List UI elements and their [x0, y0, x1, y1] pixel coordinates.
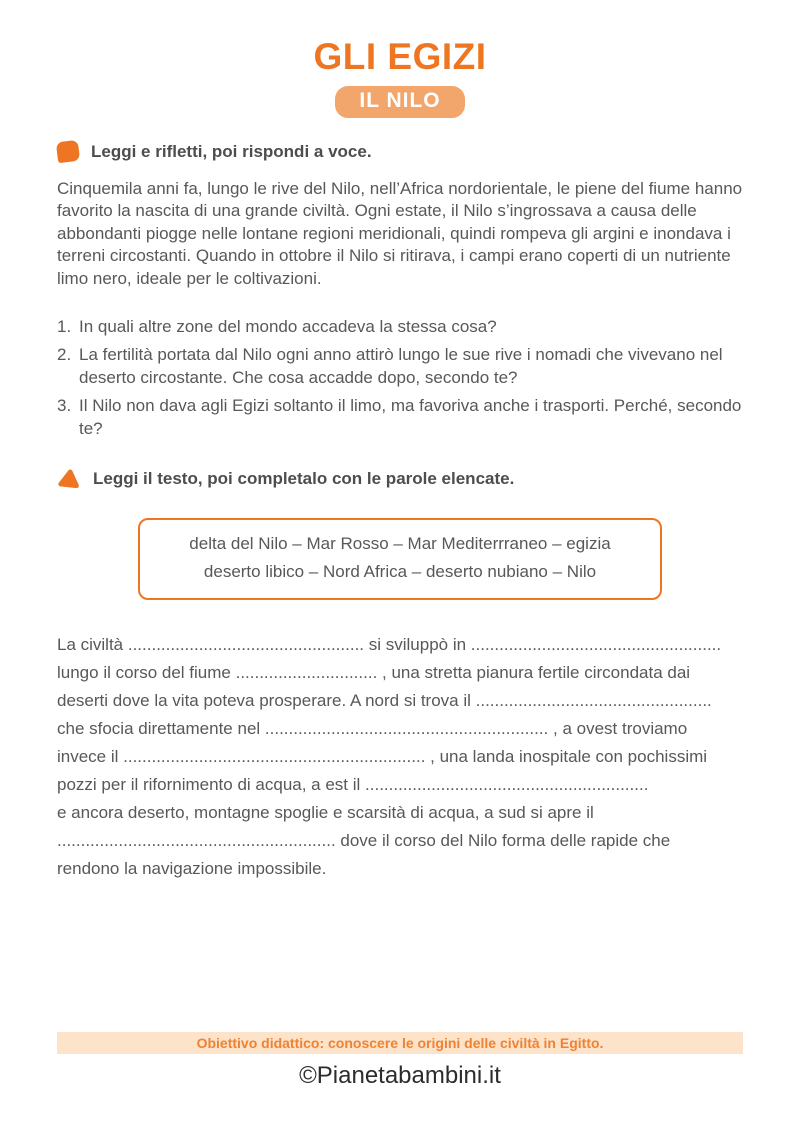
intro-paragraph: Cinquemila anni fa, lungo le rive del Nilo, nell’Africa nordorientale, le piene del fiume hanno favorito la nascita di una grande civiltà. Ogni estate, il Nilo s’ingrossava a causa delle abbondanti piogge nelle lontane regioni meridionali, quindi rompeva gli argini e inondava i terreni circostanti. Quando in ottobre il Nilo si ritirava, i campi erano coperti di un nutriente limo nero, ideale per le coltivazioni. — [57, 179, 743, 288]
instruction-read — [57, 141, 743, 162]
instruction-read-label: Leggi e rifletti, poi rispondi a voce. — [91, 141, 372, 161]
instruction-complete — [57, 468, 743, 490]
cloze-line: invece il ................................................................ , una landa inospitale con pochissimi — [57, 747, 708, 767]
didactic-objective-banner — [57, 1032, 743, 1054]
cloze-line: ........................................................... dove il corso del Nilo forma delle rapide che — [57, 831, 671, 851]
question-text: In quali altre zone del mondo accadeva la stessa cosa? — [79, 317, 497, 337]
cloze-line: La civiltà .................................................. si sviluppò in ..................................................... — [57, 635, 722, 655]
question-item — [57, 344, 743, 389]
question-text: Il Nilo non dava agli Egizi soltanto il limo, ma favoriva anche i trasporti. Perché, secondo te? — [79, 396, 742, 438]
page-title: GLI EGIZI — [313, 36, 487, 77]
blob-square-icon — [56, 140, 80, 164]
question-text: La fertilità portata dal Nilo ogni anno attirò lungo le sue rive i nomadi che vivevano nel deserto circostante. Che cosa accadde dopo, secondo te? — [79, 345, 723, 387]
triangle-icon — [56, 467, 82, 491]
word-bank-box — [138, 518, 662, 600]
cloze-line: deserti dove la vita poteva prosperare. A nord si trova il .................................................. — [57, 691, 712, 711]
instruction-complete-label: Leggi il testo, poi completalo con le parole elencate. — [93, 469, 515, 489]
cloze-line: che sfocia direttamente nel ............................................................ , a ovest troviamo — [57, 719, 688, 739]
subtitle-badge-row — [0, 86, 800, 118]
question-number: 2. — [57, 345, 72, 365]
word-bank-line: deserto libico – Nord Africa – deserto nubiano – Nilo — [203, 562, 597, 582]
cloze-line: lungo il corso del fiume .............................. , una stretta pianura fertile circondata dai — [57, 663, 691, 683]
cloze-line: e ancora deserto, montagne spoglie e scarsità di acqua, a sud si apre il — [57, 803, 594, 823]
word-bank-line: delta del Nilo – Mar Rosso – Mar Mediterrraneo – egizia — [189, 534, 611, 554]
didactic-objective-text: Obiettivo didattico: conoscere le origini delle civiltà in Egitto. — [196, 1035, 604, 1051]
cloze-line: rendono la navigazione impossibile. — [57, 859, 327, 879]
cloze-line: pozzi per il rifornimento di acqua, a est il ............................................................ — [57, 775, 649, 795]
question-list — [57, 316, 743, 440]
question-item — [57, 316, 743, 338]
question-number: 1. — [57, 317, 72, 337]
question-item — [57, 395, 743, 440]
copyright-text: ©Pianetabambini.it — [299, 1062, 501, 1089]
cloze-text — [57, 631, 743, 883]
question-number: 3. — [57, 396, 72, 416]
subtitle-badge: IL NILO — [335, 86, 464, 118]
